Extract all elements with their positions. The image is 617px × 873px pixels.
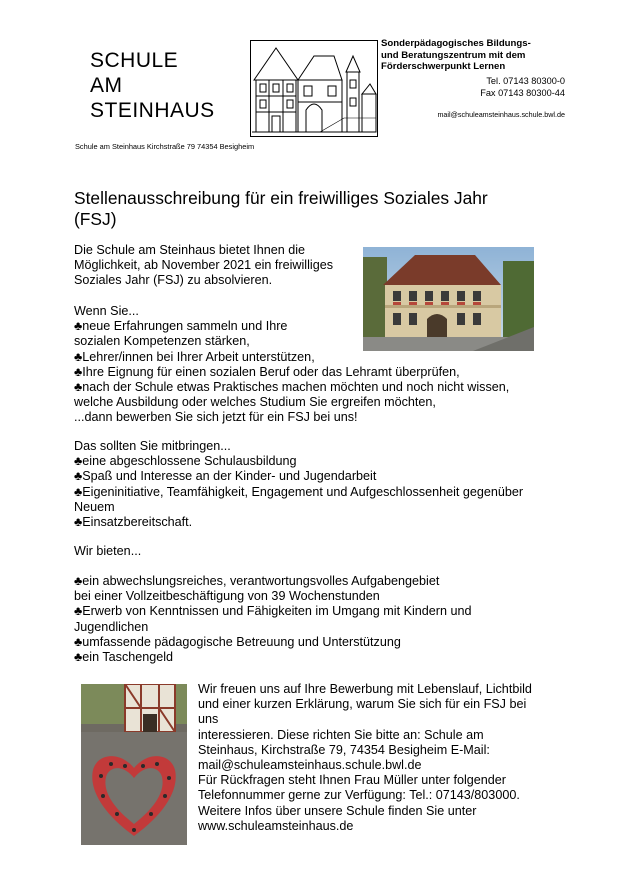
list-item: ♣ neue Erfahrungen sammeln und Ihre (74, 319, 554, 334)
org-line: und Beratungszentrum mit dem (381, 49, 526, 61)
org-line: Sonderpädagogisches Bildungs- (381, 38, 531, 49)
closing-line: Wir freuen uns auf Ihre Bewerbung mit Lebenslauf, Lichtbild (198, 682, 532, 696)
section-heading: Das sollten Sie mitbringen... (74, 439, 231, 453)
closing-line: Telefonnummer gerne zur Verfügung: Tel.: 07143/803000. (198, 788, 520, 803)
school-name-line: STEINHAUS (90, 99, 215, 122)
phone-number: Tel. 07143 80300-0 (486, 76, 565, 86)
closing-line: Steinhaus, Kirchstraße 79, 74354 Besigheim E-Mail: (198, 742, 490, 757)
contact-block (440, 76, 565, 99)
website-link[interactable]: www.schuleamsteinhaus.de (198, 818, 354, 833)
list-item: ♣ ein Taschengeld (74, 650, 554, 665)
school-name-line: SCHULE (90, 49, 179, 72)
title-line: Stellenausschreibung für ein freiwilliges Soziales Jahr (74, 188, 488, 208)
list-item-continuation: bei einer Vollzeitbeschäftigung von 39 Wochenstunden (74, 589, 380, 604)
intro-line: Soziales Jahr (FSJ) zu absolvieren. (74, 273, 273, 288)
list-item: ♣ nach der Schule etwas Praktisches machen möchten und noch nicht wissen, (74, 380, 554, 395)
school-name (90, 48, 215, 123)
list-item: ♣ Einsatzbereitschaft. (74, 515, 554, 530)
closing-line: Für Rückfragen steht Ihnen Frau Müller unter folgender (198, 773, 507, 788)
fax-number: Fax 07143 80300-44 (480, 87, 565, 98)
list-item-continuation: welche Ausbildung oder welches Studium Sie ergreifen möchten, (74, 395, 436, 410)
closing-line: und einer kurzen Erklärung, warum Sie sich für ein FSJ bei (198, 697, 527, 712)
closing-paragraph (198, 682, 553, 834)
mitbringen-section (74, 439, 554, 530)
list-item-continuation: Neuem (74, 499, 115, 514)
bieten-heading: Wir bieten... (74, 544, 142, 558)
building-sketch-logo (250, 40, 378, 137)
header-email: mail@schuleamsteinhaus.schule.bwl.de (437, 110, 565, 119)
closing-line: interessieren. Diese richten Sie bitte an: Schule am (198, 727, 484, 742)
org-line: Förderschwerpunkt Lernen (381, 61, 506, 72)
closing-line: mail@schuleamsteinhaus.schule.bwl.de (198, 758, 422, 773)
list-item: ♣ Lehrer/innen bei Ihrer Arbeit unterstützen, (74, 350, 554, 365)
students-heart-photo (81, 684, 187, 845)
list-item: ♣ Ihre Eignung für einen sozialen Beruf oder das Lehramt überprüfen, (74, 365, 554, 380)
page-title (74, 188, 544, 230)
list-item: ♣ ein abwechslungsreiches, verantwortungsvolles Aufgabengebiet (74, 574, 554, 589)
list-item: ♣ Eigeninitiative, Teamfähigkeit, Engagement und Aufgeschlossenheit gegenüber (74, 485, 554, 500)
list-item-continuation: ...dann bewerben Sie sich jetzt für ein FSJ bei uns! (74, 410, 358, 425)
school-address: Schule am Steinhaus Kirchstraße 79 74354 Besigheim (75, 142, 255, 151)
organization-description (381, 38, 571, 73)
list-item-continuation: sozialen Kompetenzen stärken, (74, 334, 250, 349)
intro-paragraph (74, 243, 359, 289)
wenn-sie-section (74, 304, 554, 426)
list-item: ♣ eine abgeschlossene Schulausbildung (74, 454, 554, 469)
closing-line: Weitere Infos über unsere Schule finden Sie unter (198, 803, 477, 818)
intro-line: Die Schule am Steinhaus bietet Ihnen die (74, 243, 306, 257)
section-heading: Wenn Sie... (74, 304, 139, 318)
bieten-section (74, 574, 554, 665)
list-item: ♣ Spaß und Interesse an der Kinder- und Jugendarbeit (74, 469, 554, 484)
list-item: ♣ umfassende pädagogische Betreuung und Unterstützung (74, 635, 554, 650)
list-item: ♣ Erwerb von Kenntnissen und Fähigkeiten im Umgang mit Kindern und (74, 604, 554, 619)
closing-line: uns (198, 712, 219, 727)
title-line: (FSJ) (74, 209, 117, 229)
list-item-continuation: Jugendlichen (74, 619, 149, 634)
school-name-line: AM (90, 74, 123, 97)
intro-line: Möglichkeit, ab November 2021 ein freiwilliges (74, 258, 333, 273)
